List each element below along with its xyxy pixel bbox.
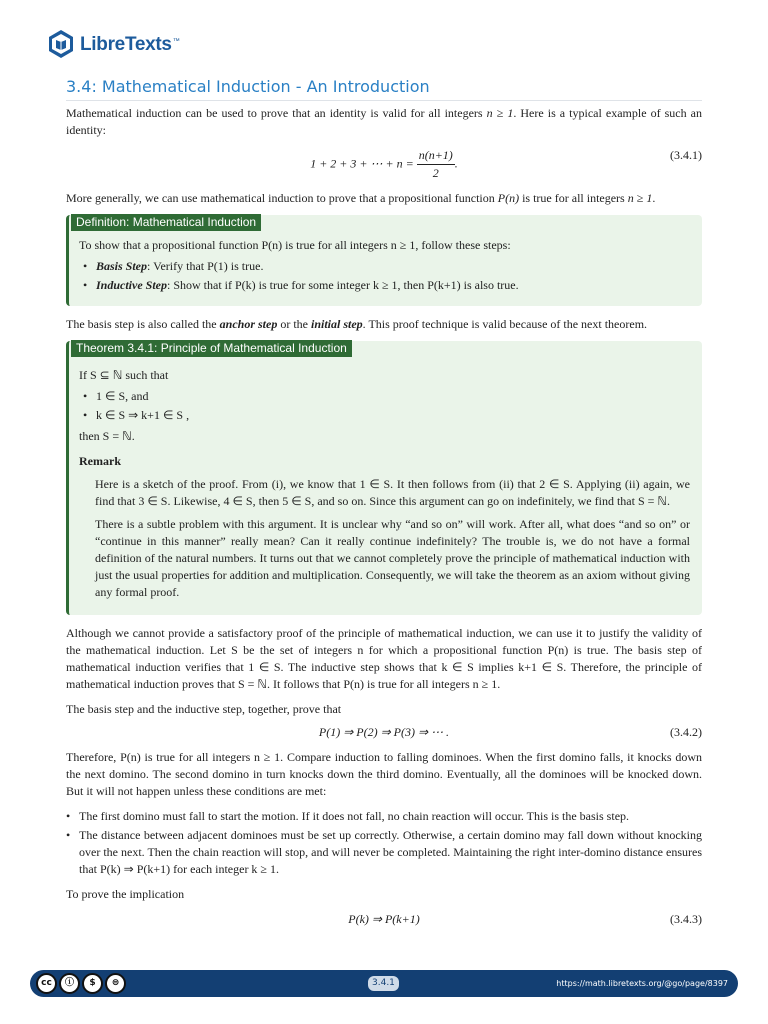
gen-text-a: More generally, we can use mathematical induction to prove that a propositional function (66, 191, 498, 205)
theorem-box (66, 341, 702, 615)
definition-tag: Definition: Mathematical Induction (71, 214, 261, 231)
initial-step-term: initial step (310, 317, 363, 331)
brand-trademark: ™ (172, 37, 180, 45)
intro-text-c: . Here is a typical example of such an identity: (66, 106, 702, 137)
brand-name: LibreTexts (80, 33, 172, 55)
list-item: • The first domino must fall to start the motion. If it does not fall, no chain reaction will occur. This is the basis step. (66, 808, 702, 825)
title-divider (66, 100, 702, 101)
page-title: 3.4: Mathematical Induction - An Introduction (66, 77, 430, 96)
basis-step-term: Basis Step (96, 259, 148, 273)
basis-note-paragraph (66, 316, 702, 333)
gen-text-c: is true for all integers (519, 191, 628, 205)
page-footer (30, 970, 738, 997)
remark-paragraph-1: Here is a sketch of the proof. From (i), we know that 1 ∈ S. It then follows from (ii) that 2 ∈ S. Applying (ii) again, we find that 3 ∈ S. Likewise, 4 ∈ S, then 5 ∈ S, and so on. Since this argument can go on indefinitely, we find that S = ℕ. (95, 477, 690, 508)
eq3-expression: P(k) ⇒ P(k+1) (348, 912, 420, 926)
noncommercial-icon: $ (82, 973, 103, 994)
eq1-denominator: 2 (432, 166, 439, 180)
dominoes-paragraph: Therefore, P(n) is true for all integers n ≥ 1. Compare induction to falling dominoes. When the first domino falls, it knocks down the next domino. The second domino in turn knocks down the third domino. Eventually, all the dominoes will be knocked down. But it will not happen unless these conditions are met: (66, 750, 702, 798)
gen-text-e: . (652, 191, 656, 205)
creative-commons-icon: cc (36, 973, 57, 994)
basis-step-text: : Verify that P(1) is true. (147, 259, 264, 273)
intro-paragraph (66, 105, 702, 139)
article-body (66, 105, 702, 936)
license-badge[interactable] (36, 973, 126, 994)
basis-note-a: The basis step is also called the (66, 317, 220, 331)
inductive-step-text: : Show that if P(k) is true for some integer k ≥ 1, then P(k+1) is also true. (167, 278, 519, 292)
eq2-expression: P(1) ⇒ P(2) ⇒ P(3) ⇒ ⋯ . (318, 725, 450, 739)
theorem-conclusion: then S = ℕ. (79, 429, 135, 443)
equation-3-4-3 (66, 911, 702, 928)
anchor-step-term: anchor step (219, 317, 278, 331)
sharealike-icon: ⊜ (105, 973, 126, 994)
generalization-paragraph (66, 190, 702, 207)
basis-note-e: . This proof technique is valid because of the next theorem. (362, 317, 648, 331)
theorem-tag: Theorem 3.4.1: Principle of Mathematical Induction (71, 340, 352, 357)
basis-note-c: or the (277, 317, 311, 331)
eq1-numerator: n(n+1) (417, 147, 455, 165)
domino-conditions (66, 808, 702, 878)
page-number: 3.4.1 (368, 976, 399, 991)
list-item (83, 277, 690, 294)
together-paragraph: The basis step and the inductive step, together, prove that (66, 702, 342, 716)
definition-steps (83, 258, 690, 294)
inductive-step-term: Inductive Step (96, 278, 167, 292)
theorem-lead: If S ⊆ ℕ such that (79, 368, 169, 382)
remark-paragraph-2: There is a subtle problem with this argument. It is unclear why “and so on” will work. After all, what does “and so on” or “continue in this manner” really mean? Can it really continue indefinitely? The trouble is, we do not have a formal definition of the natural numbers. It turns out that we cannot completely prove the principle of mathematical induction with just the usual properties for addition and multiplication. Consequently, we will take the theorem as an axiom without giving any formal proof. (95, 517, 690, 599)
eq2-tag: (3.4.2) (670, 725, 702, 739)
implication-paragraph: To prove the implication (66, 887, 185, 901)
remark-heading: Remark (79, 454, 121, 468)
libretexts-logo[interactable] (46, 27, 180, 61)
definition-box (66, 215, 702, 306)
justification-paragraph: Although we cannot provide a satisfactory proof of the principle of mathematical induction, we can use it to justify the validity of the mathematical induction. Let S be the set of integers n for which a propositional function P(n) is true. The basis step of mathematical induction verifies that 1 ∈ S. The inductive step shows that k ∈ S implies k+1 ∈ S. Therefore, the principle of mathematical induction proves that S = ℕ. It follows that P(n) is true for all integers n ≥ 1. (66, 626, 702, 691)
remark-body (95, 476, 690, 601)
equation-3-4-2 (66, 724, 702, 741)
page-url-link[interactable]: https://math.libretexts.org/@go/page/8397 (556, 979, 728, 988)
list-item: • 1 ∈ S, and (83, 388, 690, 405)
eq3-tag: (3.4.3) (670, 912, 702, 926)
attribution-icon: ⓘ (59, 973, 80, 994)
gen-math-n: n ≥ 1 (627, 191, 653, 205)
equation-3-4-1: 1 + 2 + 3 + ⋯ + n = $\frac{n(n+1)}{2}$ . (3.4.1) (310, 148, 702, 180)
list-item: • The distance between adjacent dominoes must be set up correctly. Otherwise, a certain domino may fall down without knocking over the next. Then the chain reaction will stop, and will never be completed. Maintaining the right inter-domino distance ensures that P(k) ⇒ P(k+1) for each integer k ≥ 1. (66, 827, 702, 878)
definition-lead: To show that a propositional function P(n) is true for all integers n ≥ 1, follow these steps: (79, 238, 511, 252)
eq1-left: 1 + 2 + 3 + ⋯ + n = (310, 156, 414, 171)
libretexts-logo-icon (46, 29, 76, 59)
gen-math-pn: P(n) (497, 191, 520, 205)
list-item: • k ∈ S ⇒ k+1 ∈ S , (83, 407, 690, 424)
intro-math-n: n ≥ 1 (486, 106, 514, 120)
eq1-tag: (3.4.1) (670, 148, 702, 162)
eq1-fraction (417, 147, 455, 182)
intro-text-a: Mathematical induction can be used to prove that an identity is valid for all integers (66, 106, 487, 120)
list-item (83, 258, 690, 275)
theorem-conditions (83, 388, 690, 424)
